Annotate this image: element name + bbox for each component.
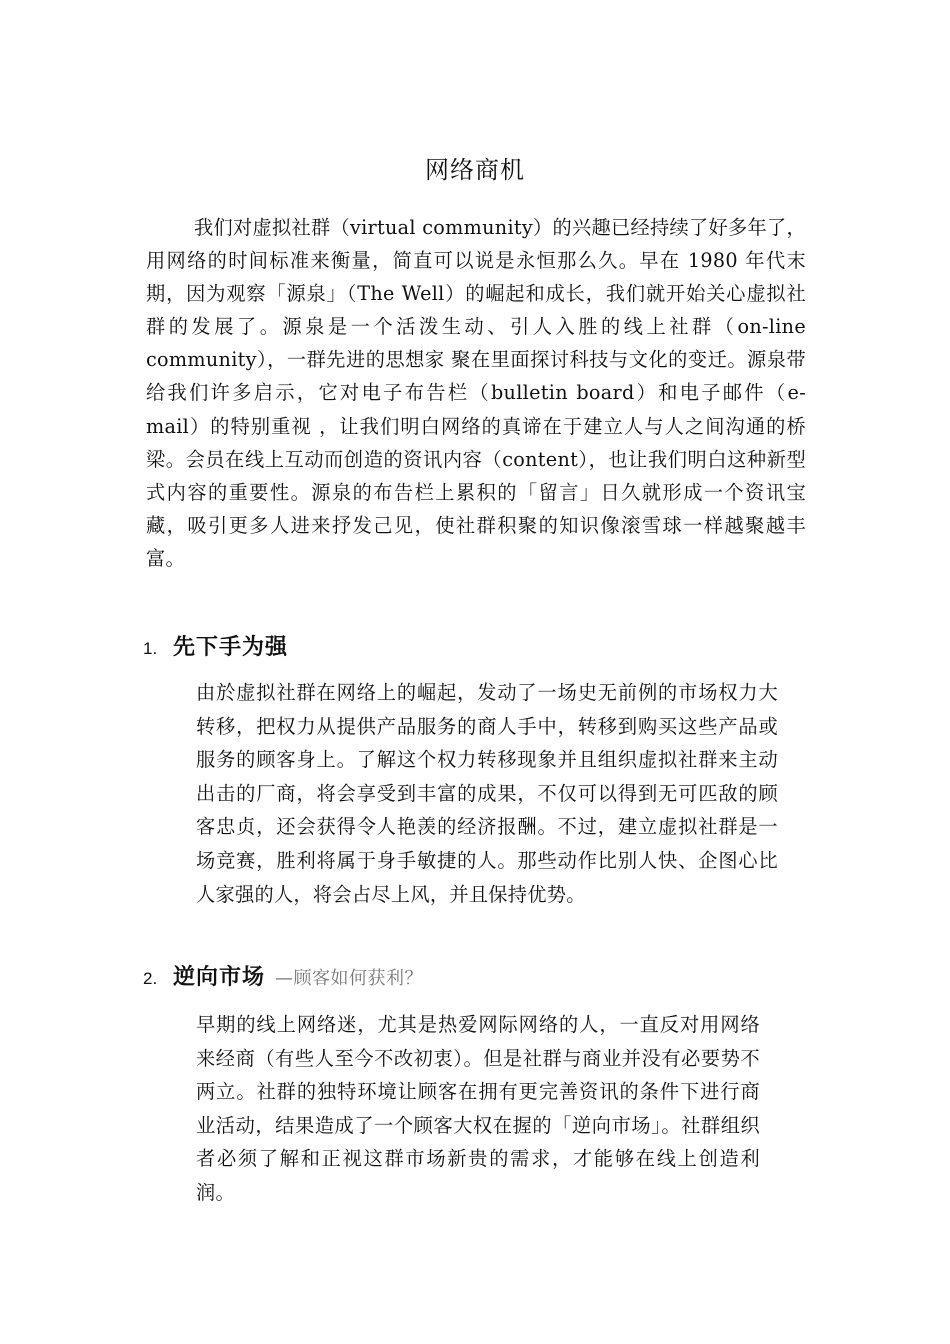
intro-paragraph: 我们对虚拟社群（virtual community）的兴趣已经持续了好多年了，用网络的时间标准来衡量，简直可以说是永恒那么久。早在 1980 年代末期，因为观察「源泉」（The Well）的崛起和成长，我们就开始关心虚拟社群的发展了。源泉是一个活泼生动、引人入胜的线上社群（on-line community），一群先进的思想家 聚在里面探讨科技与文化的变迁。源泉带给我们许多启示，它对电子布告栏（bulletin board）和电子邮件（e-mail）的特别重视 ，让我们明白网络的真谛在于建立人与人之间沟通的桥梁。会员在线上互动而创造的资讯内容（content），也让我们明白这种新型式内容的重要性。源泉的布告栏上累积的「留言」日久就形成一个资讯宝藏，吸引更多人进来抒发己见，使社群积聚的知识像滚雪球一样越聚越丰富。 <box>146 216 806 570</box>
section-body-1: 由於虚拟社群在网络上的崛起，发动了一场史无前例的市场权力大转移，把权力从提供产品服务的商人手中，转移到购买这些产品或服务的顾客身上。了解这个权力转移现象并且组织虚拟社群来主动出击的厂商，将会享受到丰富的成果，不仅可以得到无可匹敌的顾客忠贞，还会获得令人艳羡的经济报酬。不过，建立虚拟社群是一场竞赛，胜利将属于身手敏捷的人。那些动作比别人快、企图心比人家强的人，将会占尽上风，并且保持优势。 <box>196 681 778 906</box>
section-body-2: 早期的线上网络迷，尤其是热爱网际网络的人，一直反对用网络来经商（有些人至今不改初衷）。但是社群与商业并没有必要势不两立。社群的独特环境让顾客在拥有更完善资讯的条件下进行商业活动，结果造成了一个顾客大权在握的「逆向市场」。社群组织者必须了解和正视这群市场新贵的需求，才能够在线上创造利润。 <box>196 1013 760 1204</box>
section-number: 2. <box>143 969 158 988</box>
section-number: 1. <box>143 639 158 658</box>
section-heading-2 <box>143 960 423 996</box>
section-title: 先下手为强 <box>173 635 289 660</box>
document-title: 网络商机 <box>425 156 525 184</box>
section-subtitle: —顾客如何获利？ <box>275 968 424 989</box>
section-title: 逆向市场 <box>173 965 266 990</box>
section-heading-1 <box>143 630 288 666</box>
